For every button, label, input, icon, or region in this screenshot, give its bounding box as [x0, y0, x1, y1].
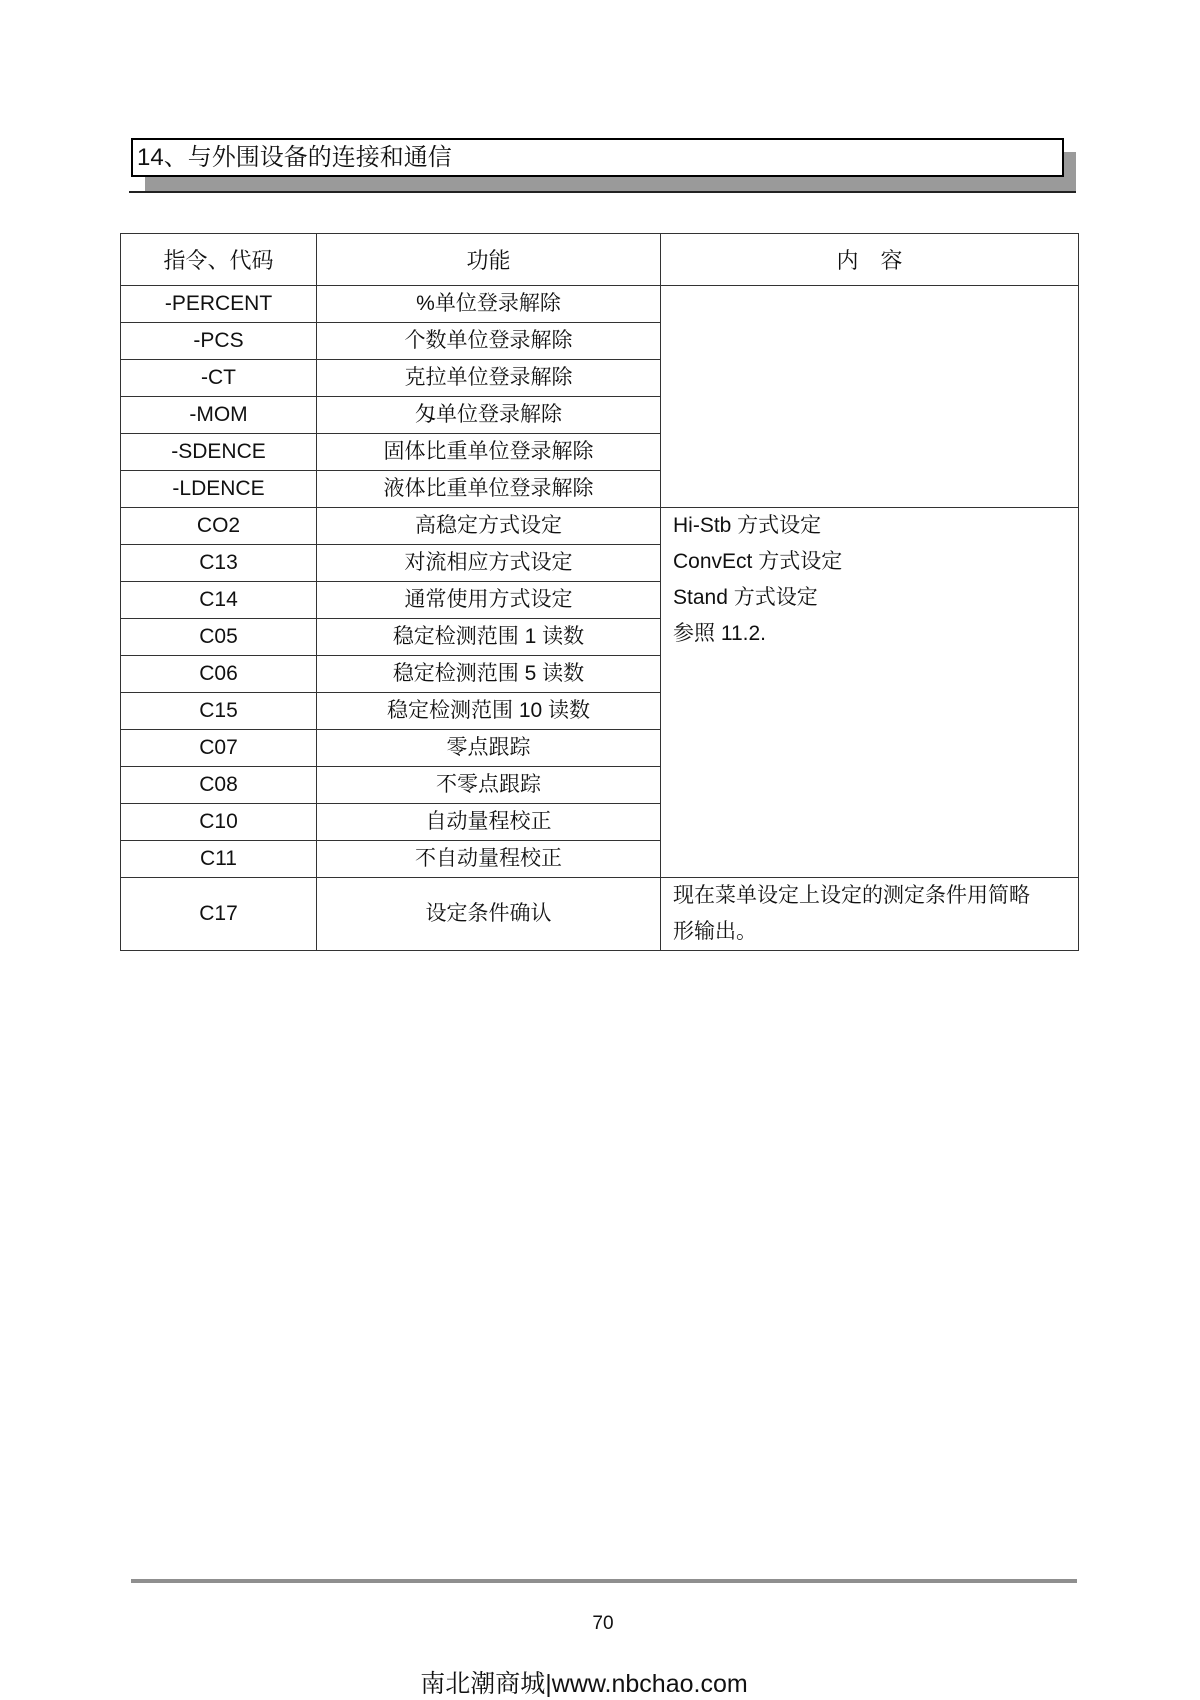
cell-function: %单位登录解除 [317, 286, 661, 323]
cell-code: -MOM [121, 397, 317, 434]
cell-code: -PCS [121, 323, 317, 360]
cell-code: -SDENCE [121, 434, 317, 471]
footer-site-watermark: 南北潮商城|www.nbchao.com [420, 1670, 748, 1698]
cell-code: CO2 [121, 508, 317, 545]
cell-code: -LDENCE [121, 471, 317, 508]
cell-function: 不自动量程校正 [317, 841, 661, 878]
cell-function: 高稳定方式设定 [317, 508, 661, 545]
cell-function: 稳定检测范围 10 读数 [317, 693, 661, 730]
cell-function: 不零点跟踪 [317, 767, 661, 804]
header-function: 功能 [317, 234, 661, 286]
cell-function: 稳定检测范围 1 读数 [317, 619, 661, 656]
cell-content-empty [661, 286, 1079, 508]
table-row-c17 [121, 878, 1079, 951]
cell-content [661, 878, 1079, 951]
cell-code: C10 [121, 804, 317, 841]
cell-code: C05 [121, 619, 317, 656]
cell-code: C17 [121, 878, 317, 951]
page-number: 70 [592, 1613, 614, 1634]
cell-code: -PERCENT [121, 286, 317, 323]
cell-function: 个数单位登录解除 [317, 323, 661, 360]
cell-code: C08 [121, 767, 317, 804]
cell-code: C15 [121, 693, 317, 730]
cell-code: C07 [121, 730, 317, 767]
content-line: Stand 方式设定 [673, 586, 818, 609]
content-line: ConvEct 方式设定 [673, 550, 843, 573]
header-content: 内 容 [661, 234, 1079, 286]
content-line: 形输出。 [673, 920, 757, 943]
header-code: 指令、代码 [121, 234, 317, 286]
cell-function: 克拉单位登录解除 [317, 360, 661, 397]
cell-function: 对流相应方式设定 [317, 545, 661, 582]
cell-content-mode-notes [661, 508, 1079, 878]
cell-code: C13 [121, 545, 317, 582]
cell-function: 稳定检测范围 5 读数 [317, 656, 661, 693]
table-row [121, 286, 1079, 323]
cell-function: 通常使用方式设定 [317, 582, 661, 619]
cell-code: C11 [121, 841, 317, 878]
cell-function: 自动量程校正 [317, 804, 661, 841]
cell-function: 固体比重单位登录解除 [317, 434, 661, 471]
content-line: 现在菜单设定上设定的测定条件用简略 [673, 884, 1030, 907]
section-title: 14、与外围设备的连接和通信 [131, 138, 1064, 177]
cell-function: 液体比重单位登录解除 [317, 471, 661, 508]
cell-code: C14 [121, 582, 317, 619]
command-table [120, 233, 1079, 951]
content-line: Hi-Stb 方式设定 [673, 514, 822, 537]
cell-function: 设定条件确认 [317, 878, 661, 951]
cell-code: C06 [121, 656, 317, 693]
footer-rule [131, 1579, 1077, 1583]
title-underline [129, 191, 1076, 193]
content-line: 参照 11.2. [673, 622, 766, 645]
cell-function: 匁单位登录解除 [317, 397, 661, 434]
cell-function: 零点跟踪 [317, 730, 661, 767]
table-row [121, 508, 1079, 545]
cell-code: -CT [121, 360, 317, 397]
table-header-row [121, 234, 1079, 286]
